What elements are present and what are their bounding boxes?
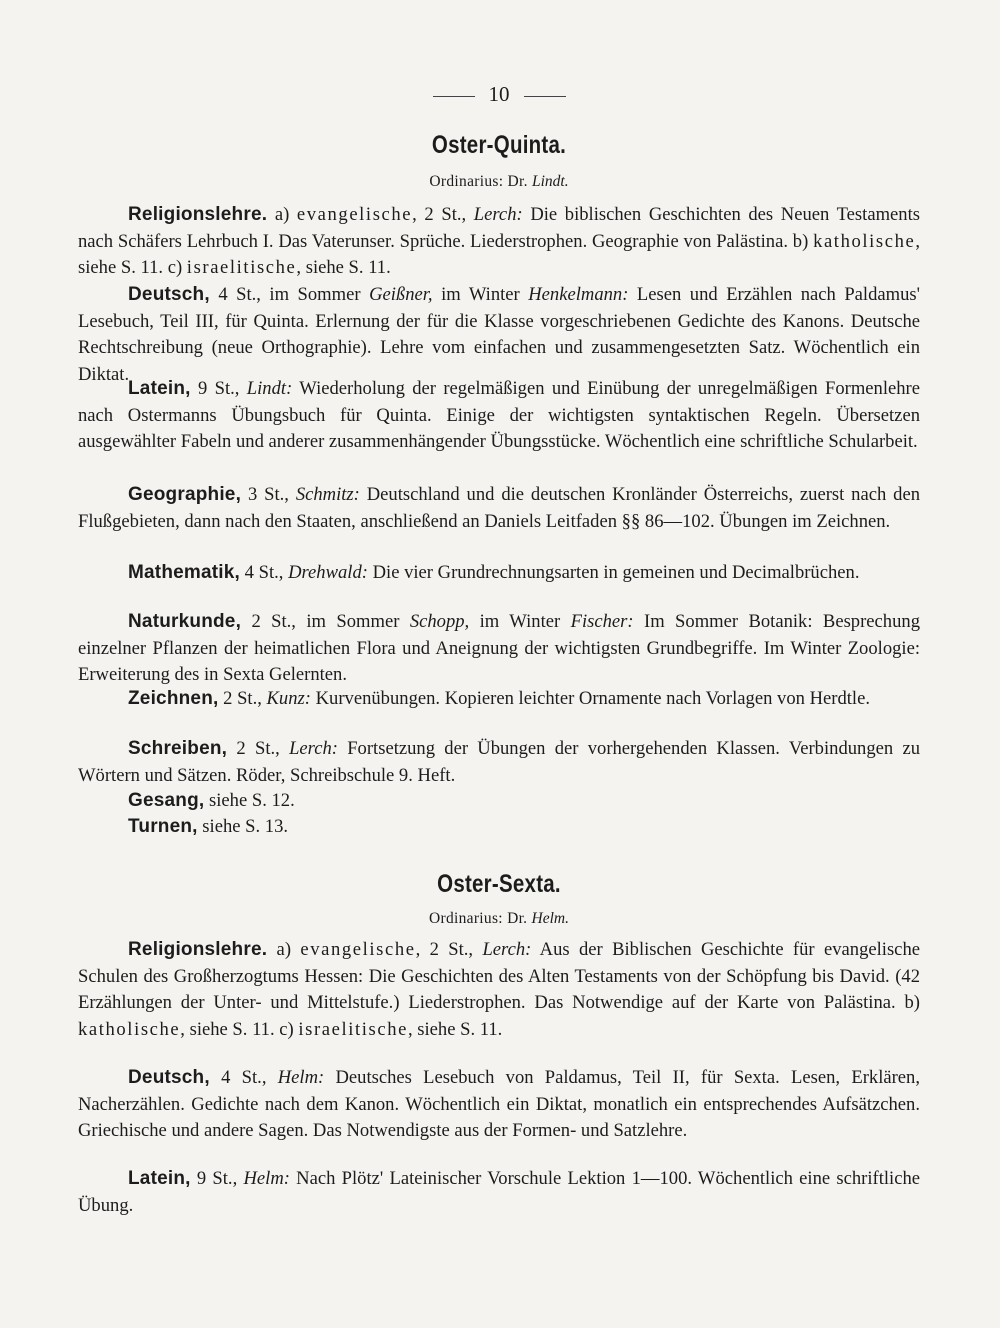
- entry-text: Wiederholung der regelmäßigen und Einübung der unregelmäßigen Formenlehre nach Ostermanns Übungsbuch für Quinta. Einige der wichtigsten syntaktischen Regeln. Übersetzen ausgewählter Fabeln und anderer zusammenhängender Übungsstücke. Wöchentlich eine schriftliche Schularbeit.: [78, 378, 920, 453]
- entry-text: 3 St.,: [241, 484, 296, 505]
- subject-name: Latein,: [128, 378, 191, 399]
- teacher-name: Schmitz:: [295, 484, 360, 505]
- page-number: [78, 82, 920, 107]
- subject-name: Gesang,: [128, 790, 205, 811]
- section-title: Oster-Quinta.: [431, 131, 567, 159]
- page-number-dash-left: [433, 96, 475, 97]
- entry-text: siehe S. 13.: [197, 816, 289, 837]
- ordinarius-label: Ordinarius: Dr.: [429, 910, 528, 927]
- subject-entry: [78, 937, 920, 1043]
- entry-text: 4 St.,: [240, 562, 289, 583]
- subject-heading: [78, 611, 241, 632]
- teacher-name: Lerch:: [473, 204, 523, 225]
- entry-text: im Winter: [469, 611, 571, 632]
- subject-entry: [78, 1166, 920, 1219]
- subject-name: Zeichnen,: [128, 688, 219, 709]
- entry-text: 4 St., im Sommer: [209, 284, 370, 305]
- entry-text: 9 St.,: [190, 378, 247, 399]
- entry-text: Kurvenübungen. Kopieren leichter Ornamente nach Vorlagen von Herdtle.: [310, 688, 870, 709]
- entry-text: a): [267, 204, 297, 225]
- subject-heading: [78, 688, 218, 709]
- entry-text: Die vier Grundrechnungsarten in gemeinen und Decimalbrüchen.: [367, 562, 860, 583]
- teacher-name: Geißner,: [369, 284, 433, 305]
- entry-text: 4 St.,: [209, 1067, 278, 1088]
- entry-text: im Winter: [432, 284, 529, 305]
- subject-entry: [78, 560, 920, 587]
- teacher-name: Henkelmann:: [528, 284, 629, 305]
- denomination: israelitische: [298, 1018, 408, 1040]
- entry-text: 2 St.,: [218, 688, 267, 709]
- teacher-name: Helm:: [277, 1067, 325, 1088]
- subject-entry: [78, 1065, 920, 1145]
- section-ordinarius: [78, 173, 920, 191]
- subject-heading: [78, 1168, 191, 1189]
- subject-heading: [78, 939, 267, 960]
- subject-entry: [78, 376, 920, 456]
- entry-text: 2 St., im Sommer: [241, 611, 410, 632]
- entry-text: , siehe S. 11.: [296, 257, 391, 279]
- entry-text: , 2 St.,: [415, 939, 483, 960]
- subject-entry: [78, 609, 920, 689]
- subject-name: Religionslehre.: [128, 204, 268, 225]
- entry-text: 2 St.,: [227, 738, 290, 759]
- subject-heading: [78, 484, 241, 505]
- subject-heading: [78, 284, 210, 305]
- subject-name: Geographie,: [128, 484, 242, 505]
- teacher-name: Lerch:: [482, 939, 532, 960]
- teacher-name: Fischer:: [570, 611, 634, 632]
- ordinarius-name: Helm.: [531, 910, 569, 927]
- teacher-name: Lindt:: [246, 378, 293, 399]
- entry-text: Nach Plötz' Lateinischer Vorschule Lektion 1—100. Wöchentlich eine schriftliche Übung.: [78, 1168, 920, 1216]
- subject-name: Deutsch,: [128, 284, 210, 305]
- subject-entry: [78, 814, 920, 841]
- subject-heading: [78, 204, 267, 225]
- denomination: israelitische: [186, 257, 297, 279]
- subject-entry: [78, 736, 920, 789]
- subject-name: Latein,: [128, 1168, 191, 1189]
- entry-text: Deutsches Lesebuch von Paldamus, Teil II, für Sexta. Lesen, Erklären, Nacherzählen. Gedichte nach dem Kanon. Wöchentlich ein Diktat, monatlich ein entsprechendes Aufsätzchen. Griechische und andere Sagen. Das Notwendigste aus der Formen- und Satzlehre.: [78, 1067, 921, 1142]
- entry-text: , 2 St.,: [412, 204, 474, 225]
- subject-name: Schreiben,: [128, 738, 228, 759]
- teacher-name: Drehwald:: [288, 562, 368, 583]
- entry-text: Fortsetzung der Übungen der vorhergehenden Klassen. Verbindungen zu Wörtern und Sätzen. Röder, Schreibschule 9. Heft.: [78, 738, 920, 786]
- entry-text: 9 St.,: [190, 1168, 244, 1189]
- subject-entry: [78, 482, 920, 535]
- subject-name: Mathematik,: [128, 562, 241, 583]
- subject-heading: [78, 790, 204, 811]
- ordinarius-name: Lindt.: [531, 173, 569, 190]
- subject-name: Religionslehre.: [128, 939, 268, 960]
- subject-heading: [78, 562, 240, 583]
- subject-heading: [78, 1067, 210, 1088]
- entry-text: , siehe S. 11. c): [78, 230, 920, 279]
- entry-text: Aus der Biblischen Geschichte für evangelische Schulen des Großherzogtums Hessen: Die Geschichten des Alten Testaments von der Schöpfung bis David. (42 Erzählungen der Unter- und Mittelstufe.) Liederstrophen. Das Notwendige auf der Karte von Palästina. b): [78, 939, 920, 1014]
- denomination: katholische: [813, 230, 916, 252]
- section-title: Oster-Sexta.: [437, 870, 561, 898]
- denomination: katholische: [78, 1018, 181, 1040]
- section-ordinarius: [78, 910, 920, 928]
- teacher-name: Helm:: [243, 1168, 290, 1189]
- teacher-name: Schopp,: [409, 611, 470, 632]
- subject-entry: [78, 686, 920, 713]
- subject-name: Turnen,: [128, 816, 198, 837]
- subject-name: Deutsch,: [128, 1067, 210, 1088]
- subject-heading: [78, 738, 227, 759]
- page-number-dash-right: [524, 96, 566, 97]
- subject-name: Naturkunde,: [128, 611, 242, 632]
- denomination: evangelische: [296, 204, 413, 225]
- entry-text: Die biblischen Geschichten des Neuen Testaments nach Schäfers Lehrbuch I. Das Vaterunser. Sprüche. Liederstrophen. Geographie von Palästina. b): [78, 204, 920, 252]
- teacher-name: Kunz:: [266, 688, 311, 709]
- entry-text: , siehe S. 11.: [407, 1018, 503, 1040]
- subject-entry: [78, 282, 920, 388]
- entry-text: Lesen und Erzählen nach Paldamus' Lesebuch, Teil III, für Quinta. Erlernung der für die Klasse vorgeschriebenen Gedichte des Kanons. Deutsche Rechtschreibung (neue Orthographie). Lehre vom einfachen und zusammengesetzten Satz. Wöchentlich ein Diktat.: [78, 284, 920, 385]
- subject-entry: [78, 788, 920, 815]
- ordinarius-label: Ordinarius: Dr.: [429, 173, 528, 190]
- entry-text: Im Sommer Botanik: Besprechung einzelner Pflanzen der heimatlichen Flora und Aneignung der wichtigsten Grundbegriffe. Im Winter Zoologie: Erweiterung des in Sexta Gelernten.: [78, 611, 920, 686]
- teacher-name: Lerch:: [289, 738, 338, 759]
- entry-text: , siehe S. 11. c): [180, 1018, 299, 1040]
- subject-heading: [78, 816, 198, 837]
- entry-text: siehe S. 12.: [204, 790, 295, 811]
- entry-text: Deutschland und die deutschen Kronländer Österreichs, zuerst nach den Flußgebieten, dann nach den Staaten, anschließend an Daniels Leitfaden §§ 86—102. Übungen im Zeichnen.: [78, 484, 920, 532]
- entry-text: a): [267, 939, 301, 960]
- subject-entry: [78, 202, 920, 282]
- denomination: evangelische: [300, 939, 416, 960]
- page-number-text: 10: [488, 82, 510, 106]
- subject-heading: [78, 378, 191, 399]
